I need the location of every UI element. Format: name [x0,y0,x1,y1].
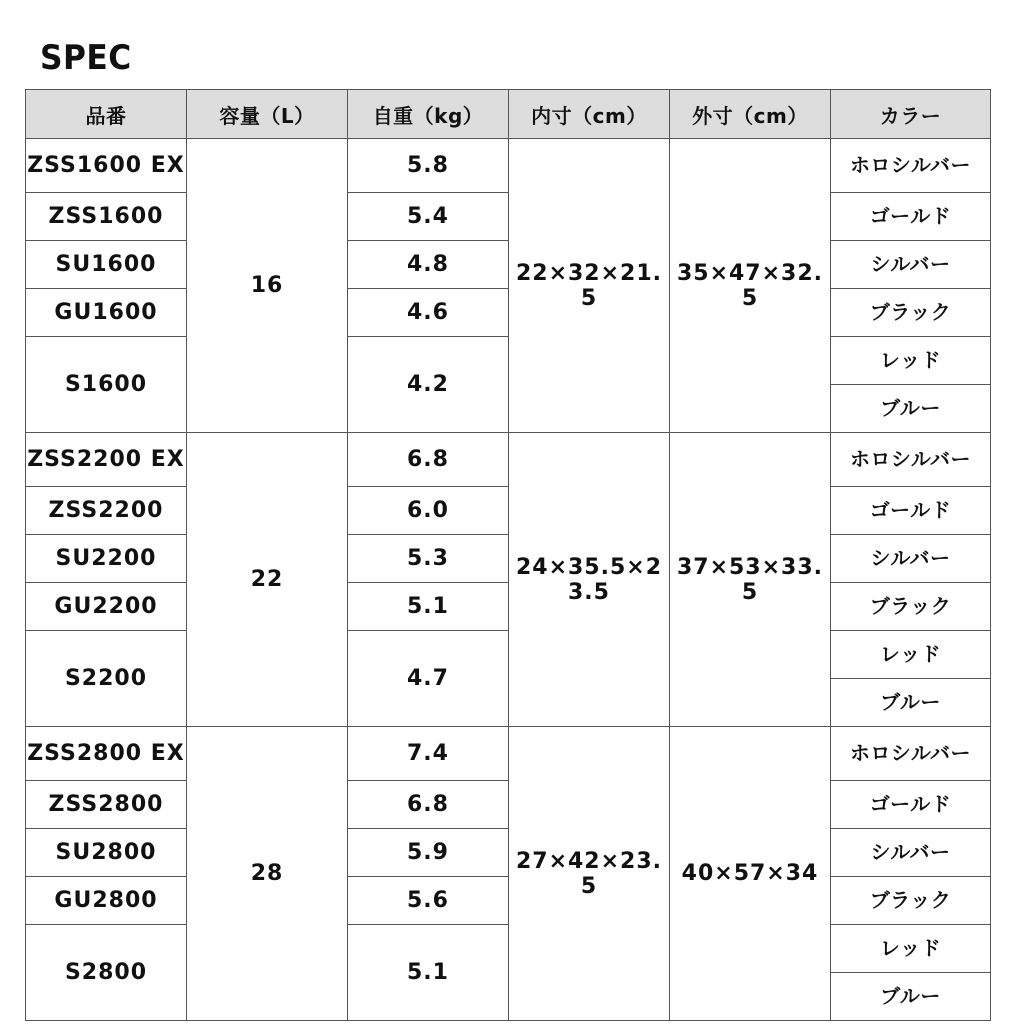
header-color: カラー [831,90,991,139]
color-cell: ホロシルバー [831,727,991,781]
weight-cell: 4.7 [348,631,509,727]
table-row [26,241,991,289]
weight-cell: 6.8 [348,433,509,487]
color-cell: レッド [831,337,991,385]
table-row [26,535,991,583]
weight-cell: 5.1 [348,925,509,1021]
color-cell: ブルー [831,973,991,1021]
model-cell: ZSS2200 EX [26,433,187,487]
color-cell: ゴールド [831,193,991,241]
model-cell: ZSS2200 [26,487,187,535]
weight-cell: 5.6 [348,877,509,925]
model-cell: S2800 [26,925,187,1021]
weight-cell: 5.8 [348,139,509,193]
model-cell: SU2800 [26,829,187,877]
model-cell: ZSS1600 EX [26,139,187,193]
table-row [26,829,991,877]
color-cell: レッド [831,631,991,679]
capacity-cell: 22 [187,433,348,727]
model-cell: GU1600 [26,289,187,337]
model-cell: GU2200 [26,583,187,631]
color-cell: ブラック [831,583,991,631]
color-cell: レッド [831,925,991,973]
model-cell: SU2200 [26,535,187,583]
weight-cell: 6.8 [348,781,509,829]
weight-cell: 4.6 [348,289,509,337]
table-row [26,433,991,487]
table-row [26,583,991,631]
inner-size-cell: 27×42×23.5 [509,727,670,1021]
color-cell: ブラック [831,877,991,925]
weight-cell: 4.2 [348,337,509,433]
weight-cell: 5.4 [348,193,509,241]
color-cell: ホロシルバー [831,139,991,193]
table-row [26,139,991,193]
color-cell: シルバー [831,535,991,583]
capacity-cell: 28 [187,727,348,1021]
color-cell: ブルー [831,679,991,727]
color-cell: ホロシルバー [831,433,991,487]
capacity-cell: 16 [187,139,348,433]
weight-cell: 7.4 [348,727,509,781]
table-row [26,727,991,781]
color-cell: ブラック [831,289,991,337]
outer-size-cell: 37×53×33.5 [670,433,831,727]
header-row [26,90,991,139]
table-row [26,289,991,337]
header-inner-size: 内寸（cm） [509,90,670,139]
model-cell: ZSS1600 [26,193,187,241]
model-cell: ZSS2800 [26,781,187,829]
table-row [26,877,991,925]
header-outer-size: 外寸（cm） [670,90,831,139]
model-cell: S2200 [26,631,187,727]
color-cell: シルバー [831,241,991,289]
inner-size-cell: 22×32×21.5 [509,139,670,433]
table-row [26,925,991,973]
table-row [26,781,991,829]
outer-size-cell: 35×47×32.5 [670,139,831,433]
color-cell: ブルー [831,385,991,433]
weight-cell: 5.9 [348,829,509,877]
model-cell: SU1600 [26,241,187,289]
table-row [26,487,991,535]
header-capacity: 容量（L） [187,90,348,139]
header-model: 品番 [26,90,187,139]
header-weight: 自重（kg） [348,90,509,139]
table-row [26,337,991,385]
model-cell: S1600 [26,337,187,433]
color-cell: ゴールド [831,781,991,829]
outer-size-cell: 40×57×34 [670,727,831,1021]
spec-table [25,89,991,1021]
weight-cell: 4.8 [348,241,509,289]
color-cell: ゴールド [831,487,991,535]
page-title: SPEC [40,38,132,78]
model-cell: GU2800 [26,877,187,925]
weight-cell: 5.1 [348,583,509,631]
inner-size-cell: 24×35.5×23.5 [509,433,670,727]
color-cell: シルバー [831,829,991,877]
weight-cell: 5.3 [348,535,509,583]
table-row [26,631,991,679]
model-cell: ZSS2800 EX [26,727,187,781]
weight-cell: 6.0 [348,487,509,535]
table-row [26,193,991,241]
